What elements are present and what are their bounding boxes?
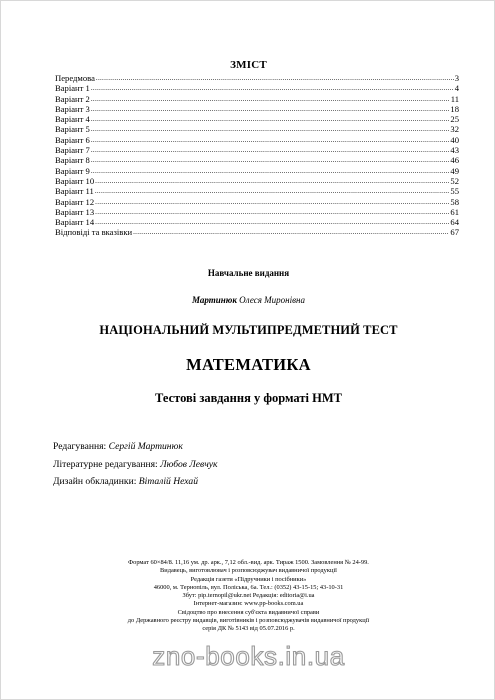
toc-leader-dots (91, 134, 450, 143)
toc-leader-dots (91, 103, 450, 112)
credit-name: Сергій Мартинюк (108, 441, 183, 452)
toc-item-page: 52 (450, 175, 459, 186)
author-line (1, 295, 495, 305)
toc-item-label: Відповіді та вказівки (55, 227, 133, 238)
imprint-line: Редакція газети «Підручники і посібники» (190, 575, 307, 583)
toc-item-label: Варіант 1 (55, 83, 90, 94)
toc-item-label: Варіант 14 (55, 217, 95, 228)
toc-item-page: 32 (450, 124, 459, 135)
toc-leader-dots (91, 123, 450, 132)
credit-name: Любов Левчук (160, 458, 218, 470)
toc-item-label: Варіант 13 (55, 206, 95, 217)
toc-title: ЗМІСТ (230, 59, 267, 71)
imprint-line: Інтернет-магазин: www.pp-books.com.ua (193, 600, 304, 608)
toc-item-page: 4 (454, 83, 459, 94)
imprint-line: до Державного реєстру видавців, виготівників і розповсюджувачів видавничої продукції (127, 617, 370, 625)
toc-item-label: Варіант 8 (55, 155, 90, 166)
toc-leader-dots (96, 72, 454, 81)
toc-item-label: Варіант 4 (55, 114, 90, 125)
toc-leader-dots (95, 185, 450, 194)
series-title: НАЦІОНАЛЬНИЙ МУЛЬТИПРЕДМЕТНИЙ ТЕСТ (99, 323, 398, 337)
toc-item-label: Варіант 7 (55, 145, 90, 156)
credits (53, 438, 218, 491)
toc-item-page: 43 (450, 145, 459, 156)
imprint-block (1, 559, 495, 634)
toc-leader-dots (91, 113, 450, 122)
toc-item-page: 58 (450, 196, 459, 207)
toc-leader-dots (91, 93, 450, 102)
credit-role: Літературне редагування: (53, 458, 158, 470)
imprint-line: 46000, м. Тернопіль, вул. Поліська, 6а. Тел.: (0352) 43-15-15; 43-10-31 (153, 583, 344, 591)
toc-item-label: Варіант 6 (55, 134, 90, 145)
toc-leader-dots (91, 154, 450, 163)
credit-row (53, 438, 218, 456)
credit-row (53, 473, 218, 491)
toc-leader-dots (91, 165, 450, 174)
book-subtitle: Тестові завдання у форматі НМТ (155, 391, 342, 405)
credit-role: Дизайн обкладинки: (53, 476, 137, 487)
toc-item-label: Варіант 9 (55, 165, 90, 176)
toc-item-label: Варіант 5 (55, 124, 90, 135)
toc-item-page: 3 (454, 73, 459, 83)
imprint-line: Свідоцтво про внесення суб'єкта видавничої справи (177, 608, 320, 616)
book-title: МАТЕМАТИКА (186, 355, 311, 374)
toc-item-label: Варіант 11 (55, 186, 94, 197)
edition-type: Навчальне видання (207, 268, 290, 278)
toc-item-page: 67 (450, 227, 459, 238)
toc-item-page: 11 (450, 93, 459, 104)
toc-item-page: 40 (450, 134, 459, 145)
toc-item-label: Передмова (55, 73, 95, 83)
toc-item-label: Варіант 12 (55, 196, 95, 207)
toc-item-page: 64 (450, 217, 459, 228)
credit-row (53, 456, 218, 474)
toc-leader-dots (95, 216, 449, 225)
toc-leader-dots (95, 206, 449, 215)
toc-leader-dots (133, 226, 449, 235)
toc-item (55, 227, 459, 237)
credit-role: Редагування: (53, 441, 107, 452)
toc-leader-dots (91, 144, 450, 153)
toc-item-page: 61 (450, 206, 459, 217)
toc-item-label: Варіант 10 (55, 175, 95, 186)
credit-name: Віталій Нехай (138, 476, 198, 487)
imprint-line: серія ДК № 5143 від 05.07.2016 р. (202, 625, 295, 633)
toc-item-label: Варіант 2 (55, 93, 90, 104)
watermark: zno-books.in.ua (152, 641, 345, 671)
imprint-line: Збут: pip.ternopil@ukr.net Редакція: editoria@i.ua (182, 592, 315, 600)
toc-leader-dots (95, 196, 449, 205)
toc-item-page: 55 (450, 186, 459, 197)
imprint-line: Видавець, виготовлювач і розповсюджувач видавничої продукції (160, 567, 337, 575)
toc-item-page: 25 (450, 114, 459, 125)
author-surname: Мартинюк (192, 295, 237, 305)
toc-item-page: 46 (450, 155, 459, 166)
toc-leader-dots (91, 82, 454, 91)
toc-item-page: 49 (450, 165, 459, 176)
toc-item-label: Варіант 3 (55, 103, 90, 114)
toc-item-page: 18 (450, 103, 459, 114)
imprint-line: Формат 60×84/8. 11,16 ум. др. арк., 7,12 обл.-вид. арк. Тираж 1500. Замовлення № 24-99. (128, 559, 369, 566)
table-of-contents (55, 73, 459, 238)
toc-leader-dots (95, 175, 449, 184)
author-name: Олеся Миронівна (239, 295, 305, 305)
